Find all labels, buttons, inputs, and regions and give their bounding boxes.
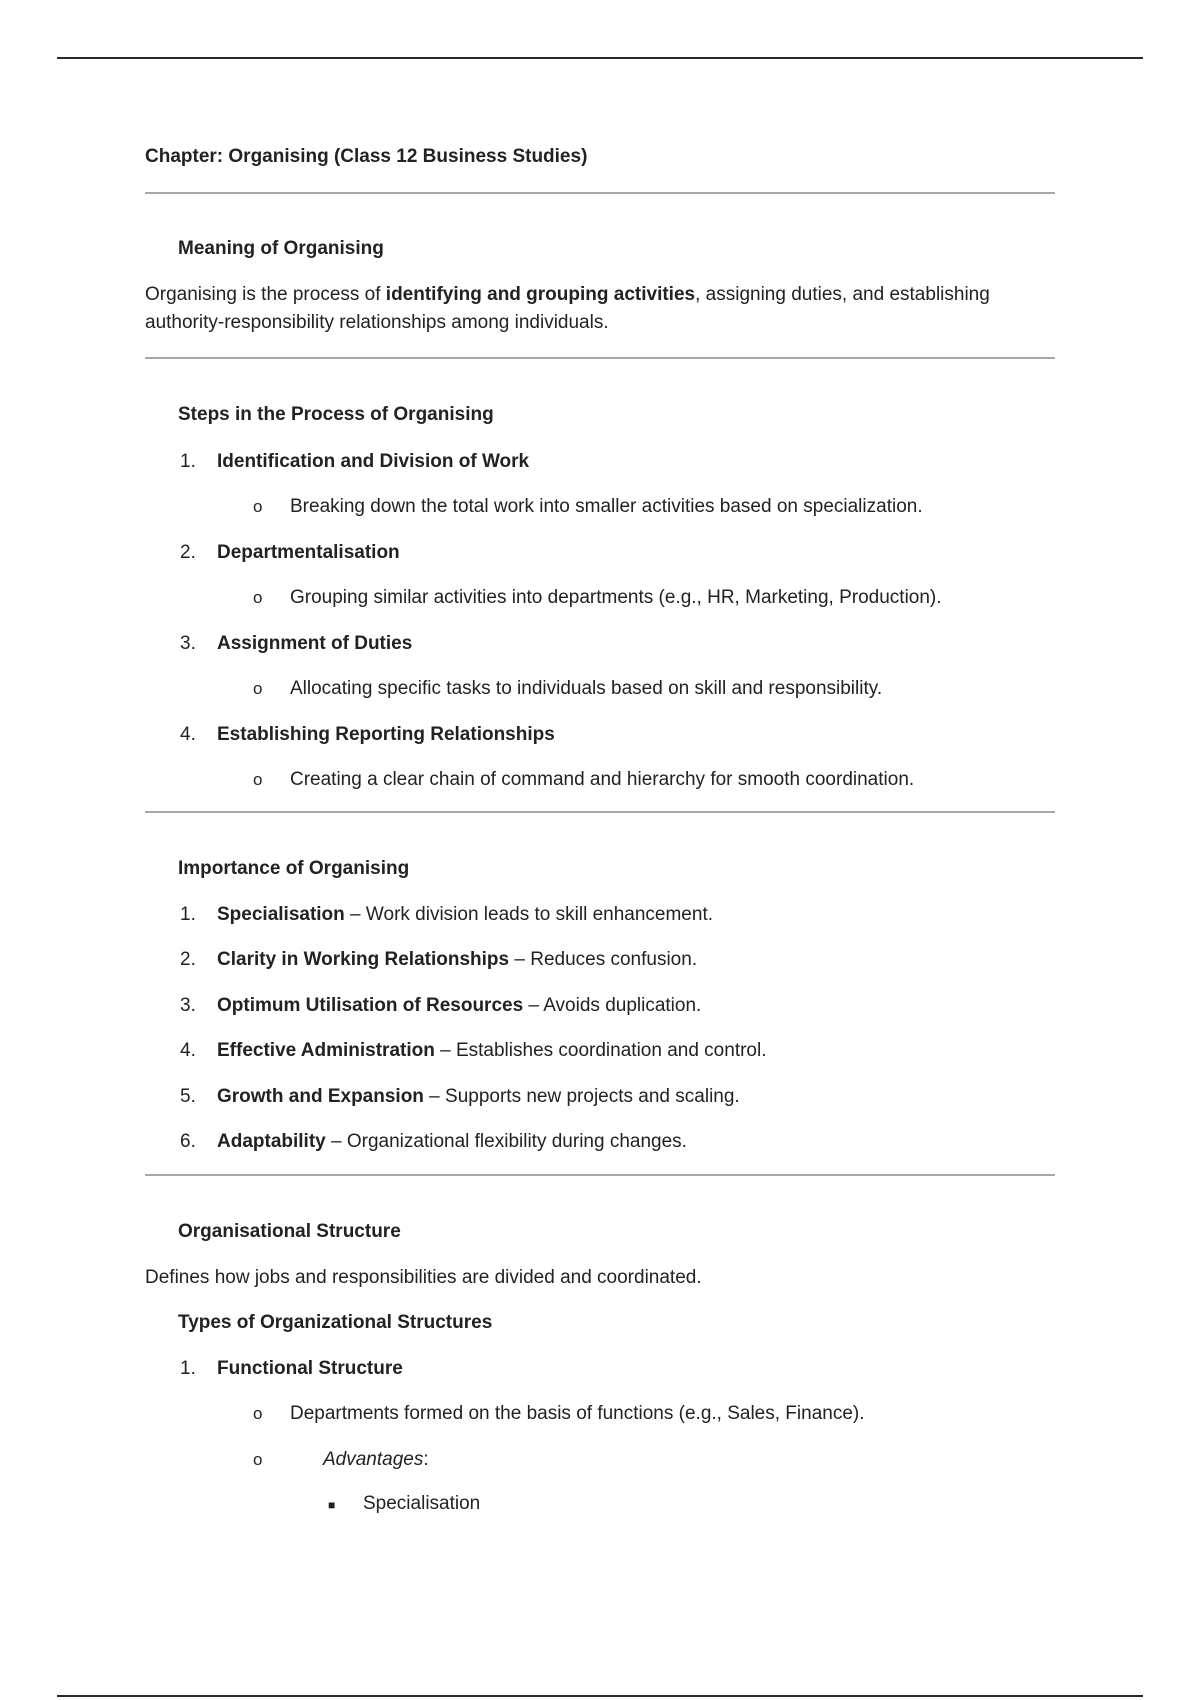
- advantages-label-text: Advantages: [323, 1449, 424, 1470]
- importance-title: Optimum Utilisation of Resources: [217, 995, 524, 1016]
- sub-bullet-icon: o: [253, 770, 263, 789]
- advantages-colon: :: [423, 1449, 429, 1470]
- advantages-label: [323, 1449, 429, 1471]
- importance-number: 2.: [180, 949, 196, 970]
- importance-number: 3.: [180, 995, 196, 1016]
- structure-type-number: 1.: [180, 1358, 196, 1379]
- importance-title: Adaptability: [217, 1131, 326, 1152]
- structure-type-detail: Departments formed on the basis of functions (e.g., Sales, Finance).: [290, 1403, 865, 1424]
- sub-bullet-icon: o: [253, 679, 263, 698]
- importance-number: 6.: [180, 1131, 196, 1152]
- step-number: 1.: [180, 451, 196, 472]
- steps-heading: Steps in the Process of Organising: [178, 404, 494, 425]
- importance-title: Effective Administration: [217, 1040, 435, 1061]
- meaning-text-start: Organising is the process of: [145, 284, 386, 305]
- page-bottom-rule: [57, 1695, 1143, 1697]
- step-title: Assignment of Duties: [217, 633, 413, 654]
- step-detail: Allocating specific tasks to individuals based on skill and responsibility.: [290, 678, 883, 699]
- types-heading: Types of Organizational Structures: [178, 1312, 493, 1333]
- section-divider: [145, 357, 1055, 359]
- section-divider: [145, 1174, 1055, 1176]
- step-number: 3.: [180, 633, 196, 654]
- importance-detail: – Organizational flexibility during changes.: [325, 1131, 687, 1152]
- structure-type-title: Functional Structure: [217, 1358, 403, 1379]
- importance-item: [217, 1086, 740, 1108]
- step-detail: Grouping similar activities into departments (e.g., HR, Marketing, Production).: [290, 587, 942, 608]
- document-title: Chapter: Organising (Class 12 Business Studies): [145, 146, 588, 167]
- section-divider: [145, 192, 1055, 194]
- section-divider: [145, 811, 1055, 813]
- importance-item: [217, 1040, 767, 1062]
- square-bullet-icon: ■: [328, 1498, 336, 1512]
- importance-number: 4.: [180, 1040, 196, 1061]
- importance-heading: Importance of Organising: [178, 858, 410, 879]
- step-detail: Breaking down the total work into smaller activities based on specialization.: [290, 496, 923, 517]
- sub-bullet-icon: o: [253, 1404, 263, 1423]
- importance-detail: – Establishes coordination and control.: [434, 1040, 767, 1061]
- importance-detail: – Reduces confusion.: [509, 949, 698, 970]
- importance-item: [217, 904, 713, 926]
- meaning-heading: Meaning of Organising: [178, 238, 384, 259]
- structure-heading: Organisational Structure: [178, 1221, 401, 1242]
- sub-bullet-icon: o: [253, 1450, 263, 1469]
- importance-item: [217, 995, 701, 1017]
- meaning-text-end: , assigning duties, and establishing: [695, 284, 990, 305]
- importance-detail: – Avoids duplication.: [523, 995, 702, 1016]
- importance-item: [217, 1131, 687, 1153]
- importance-title: Specialisation: [217, 904, 345, 925]
- importance-detail: – Work division leads to skill enhancement.: [344, 904, 713, 925]
- step-title: Identification and Division of Work: [217, 451, 530, 472]
- importance-title: Growth and Expansion: [217, 1086, 424, 1107]
- sub-bullet-icon: o: [253, 497, 263, 516]
- step-title: Departmentalisation: [217, 542, 400, 563]
- step-number: 2.: [180, 542, 196, 563]
- importance-title: Clarity in Working Relationships: [217, 949, 510, 970]
- meaning-paragraph: [145, 281, 1045, 337]
- step-detail: Creating a clear chain of command and hierarchy for smooth coordination.: [290, 769, 915, 790]
- meaning-text-bold: identifying and grouping activities: [385, 284, 696, 305]
- step-title: Establishing Reporting Relationships: [217, 724, 555, 745]
- importance-number: 1.: [180, 904, 196, 925]
- sub-bullet-icon: o: [253, 588, 263, 607]
- step-number: 4.: [180, 724, 196, 745]
- importance-item: [217, 949, 697, 971]
- meaning-text-line2: authority-responsibility relationships among individuals.: [145, 312, 609, 333]
- structure-text: Defines how jobs and responsibilities are divided and coordinated.: [145, 1267, 702, 1288]
- importance-detail: – Supports new projects and scaling.: [423, 1086, 740, 1107]
- importance-number: 5.: [180, 1086, 196, 1107]
- advantage-item: Specialisation: [363, 1493, 481, 1514]
